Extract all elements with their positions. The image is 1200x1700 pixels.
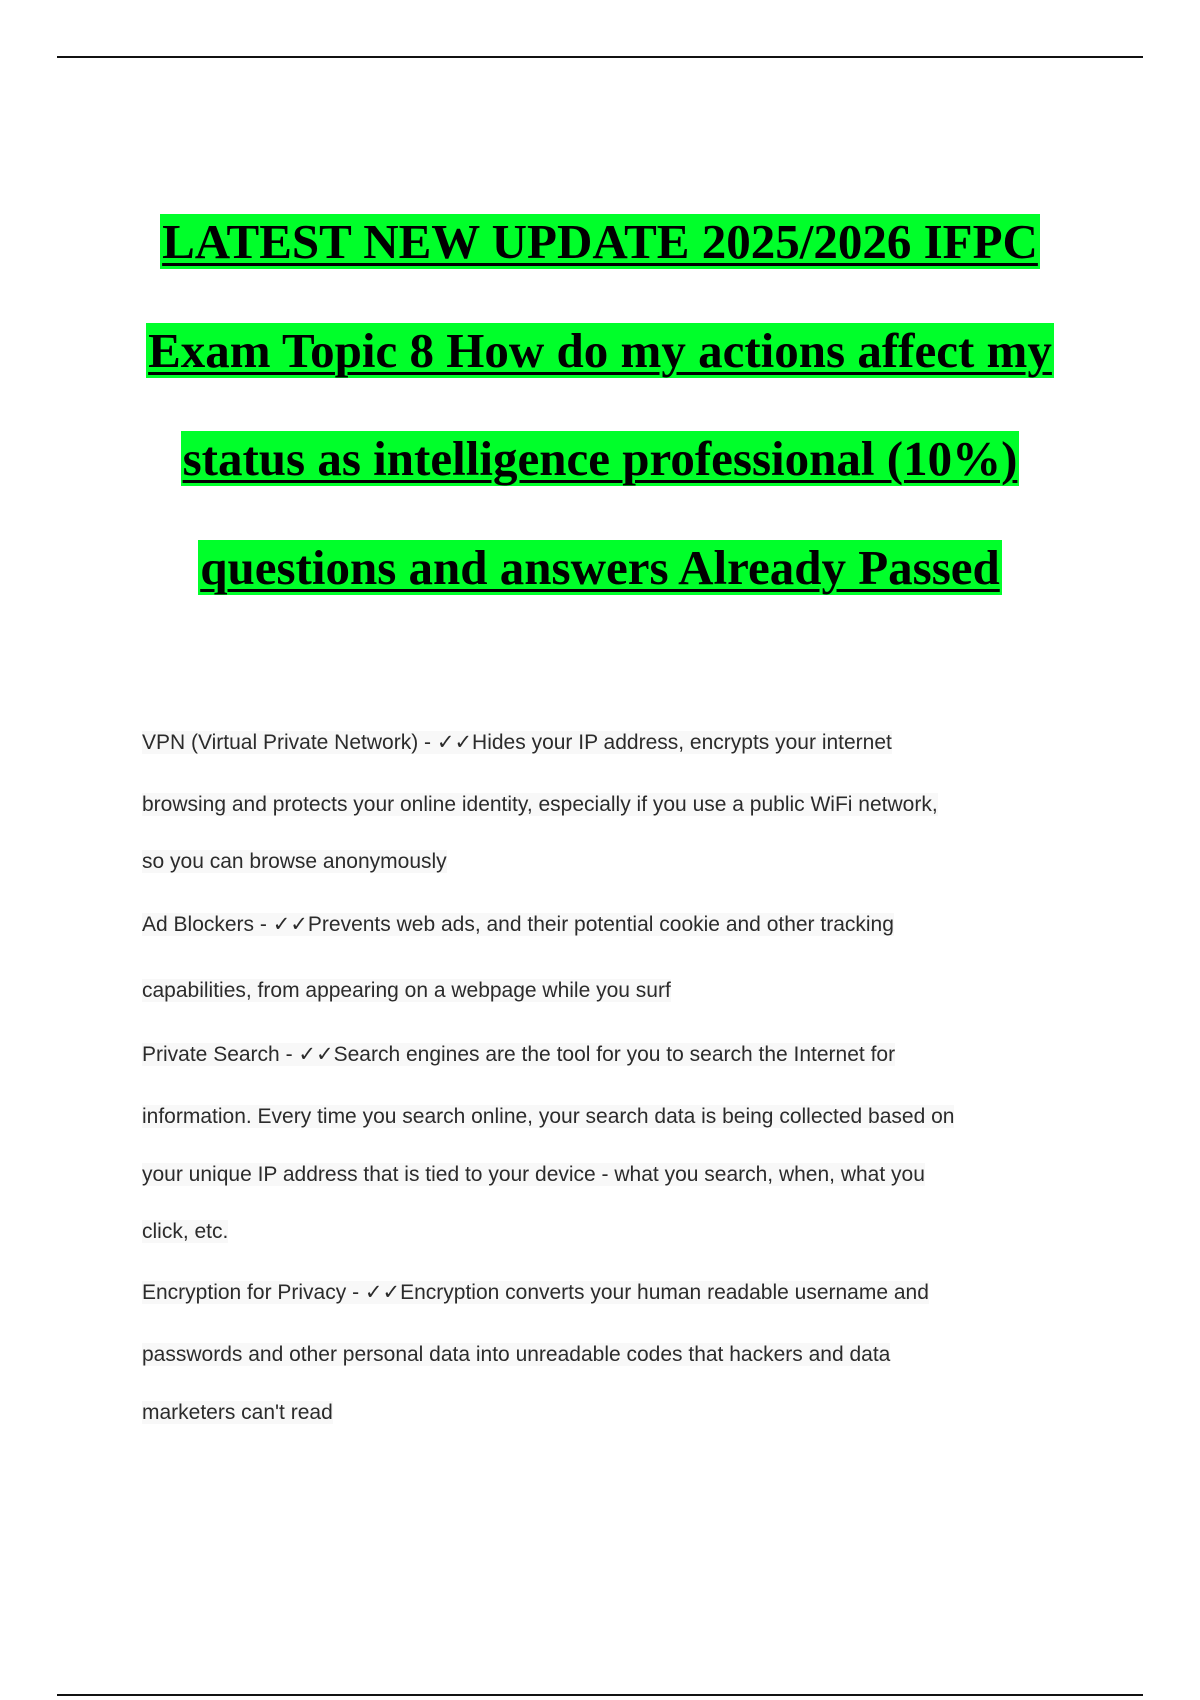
qa-entry-ad-blockers: [142, 912, 894, 1008]
qa-entry-vpn: [142, 730, 938, 879]
entry-line: Ad Blockers - ✓✓Prevents web ads, and their potential cookie and other tracking: [142, 913, 894, 936]
bottom-rule: [57, 1694, 1143, 1696]
entry-line: capabilities, from appearing on a webpage while you surf: [142, 979, 671, 1002]
entry-line: browsing and protects your online identity, especially if you use a public WiFi network,: [142, 793, 938, 816]
entry-line: so you can browse anonymously: [142, 850, 447, 873]
entry-line: Encryption for Privacy - ✓✓Encryption converts your human readable username and: [142, 1281, 929, 1304]
document-title: [0, 212, 1200, 646]
qa-entry-encryption: [142, 1280, 929, 1430]
entry-line: click, etc.: [142, 1220, 229, 1243]
title-line-1: LATEST NEW UPDATE 2025/2026 IFPC: [162, 214, 1038, 269]
entry-line: passwords and other personal data into unreadable codes that hackers and data: [142, 1343, 891, 1366]
entry-line: your unique IP address that is tied to your device - what you search, when, what you: [142, 1163, 925, 1186]
top-rule: [57, 56, 1143, 58]
qa-entry-private-search: [142, 1042, 954, 1249]
entry-line: VPN (Virtual Private Network) - ✓✓Hides your IP address, encrypts your internet: [142, 731, 892, 754]
title-line-4: questions and answers Already Passed: [200, 539, 1000, 595]
entry-line: marketers can't read: [142, 1401, 333, 1424]
entry-line: Private Search - ✓✓Search engines are the tool for you to search the Internet for: [142, 1043, 896, 1066]
title-line-3: status as intelligence professional (10%): [182, 431, 1018, 486]
entry-line: information. Every time you search online, your search data is being collected based on: [142, 1105, 955, 1128]
title-line-2: Exam Topic 8 How do my actions affect my: [148, 322, 1052, 378]
